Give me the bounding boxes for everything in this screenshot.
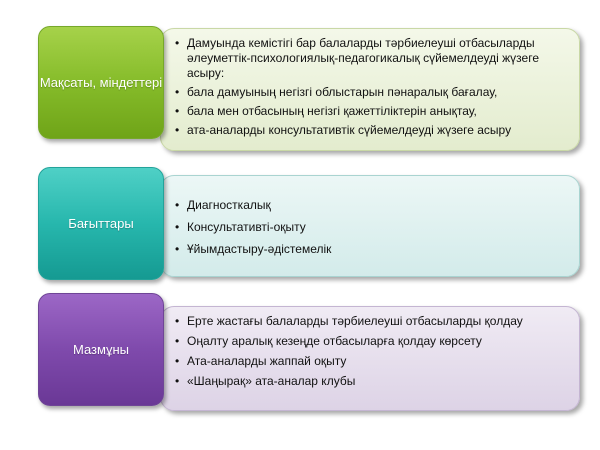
list-item: • ата-аналарды консультативтік сүйемелдеуді жүзеге асыру [175,123,571,138]
list-item: • Оңалту аралық кезеңде отбасыларға қолдау көрсету [175,334,571,349]
list-item: • бала мен отбасының негізгі қажеттіліктерін анықтау, [175,104,571,119]
goals-label [38,26,164,139]
goals-label-text: Мақсаты, міндеттері [39,75,163,90]
content-label [38,293,164,406]
list-item: • Консультативті-оқыту [175,220,571,235]
content-list [175,314,571,394]
goals-list [175,36,571,142]
goals-panel [160,28,580,151]
list-item: • Дамуында кемістігі бар балаларды тәрбиелеуші отбасыларды әлеуметтік-психологиялық-педагогикалық сүйемелдеуді жүзеге асыру: [175,36,571,81]
list-item: • бала дамуының негізгі облыстарын пәнаралық бағалау, [175,85,571,100]
list-item: • Ата-аналарды жаппай оқыту [175,354,571,369]
directions-list [175,198,571,264]
list-item: • «Шаңырақ» ата-аналар клубы [175,374,571,389]
content-panel [160,306,580,411]
directions-label-text: Бағыттары [68,216,134,231]
directions-label [38,167,164,280]
list-item: • Диагносткалық [175,198,571,213]
list-item: • Ұйымдастыру-әдістемелік [175,242,571,257]
list-item: • Ерте жастағы балаларды тәрбиелеуші отбасыларды қолдау [175,314,571,329]
content-label-text: Мазмұны [73,342,129,357]
directions-panel [160,175,580,277]
